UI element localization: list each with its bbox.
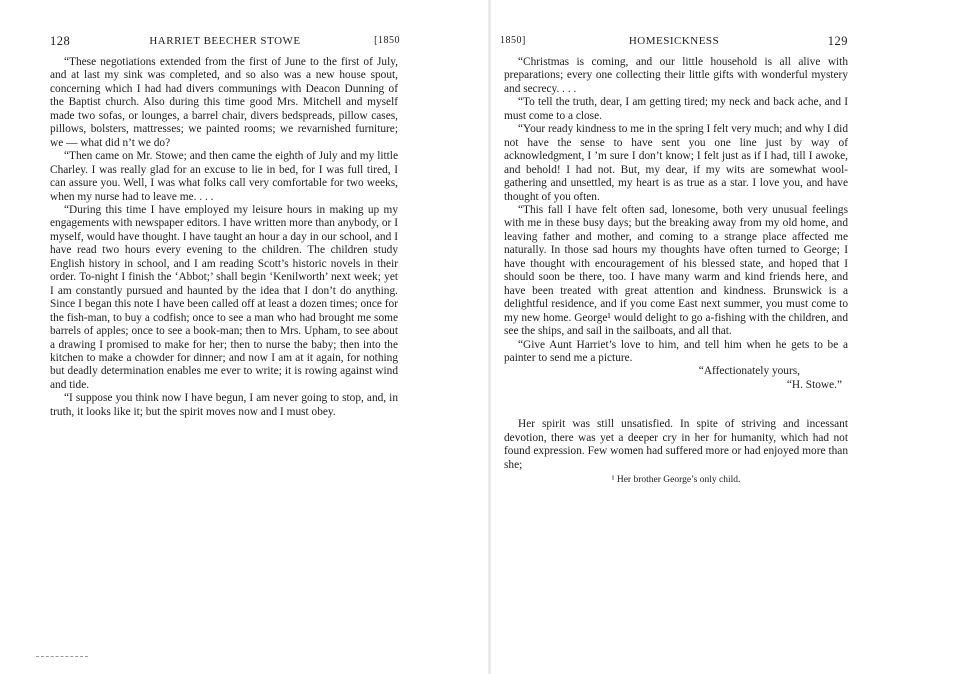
- right-paragraph-2: “To tell the truth, dear, I am getting tired; my neck and back ache, and I must come to a close.: [504, 96, 848, 122]
- right-running-head-title: HOMESICKNESS: [628, 35, 720, 47]
- left-page-body: [50, 56, 398, 419]
- scan-artifact-line: [36, 656, 88, 658]
- letter-closing: “Affectionately yours,: [698, 365, 800, 378]
- right-year-marker: 1850]: [500, 35, 526, 46]
- right-page-body: [504, 56, 848, 488]
- right-paragraph-5: “Give Aunt Harriet’s love to him, and tell him when he gets to be a painter to send me a picture.: [504, 338, 848, 364]
- left-year-marker: [1850: [374, 35, 400, 46]
- right-paragraph-4: “This fall I have felt often sad, lonesome, both very unusual feelings with me in these busy days; but the breaking away from my old home, and leaving father and mother, and coming to a strange place affected me naturally. In those sad hours my thoughts have often turned to George; I have thought with encouragement of his blessed state, and hoped that I should soon be there, too. I have many warm and kind friends here, and have been treated with great attention and kindness. Brunswick is a delightful residence, and if you come East next summer, you must come to my new home. George¹ would delight to go a-fishing with the children, and see the ships, and sail in the sailboats, and all that.: [504, 203, 848, 338]
- right-paragraph-3: “Your ready kindness to me in the spring I felt very much; and why I did not have the sense to have sent you one line just by way of acknowledgment, I ’m sure I don’t know; I felt just as if I had, till I awoke, and behold! I had not. But, my dear, if my wits are somewhat wool-gathering and unsettled, my heart is as true as a star. I love you, and have thought of you often.: [504, 123, 848, 203]
- left-running-head-title: HARRIET BEECHER STOWE: [149, 35, 301, 47]
- right-page-number: 129: [827, 34, 848, 48]
- left-paragraph-2: “Then came on Mr. Stowe; and then came the eighth of July and my little Charley. I was really glad for an excuse to lie in bed, for I was full tired, I can assure you. Well, I was what folks call very comfortable for two weeks, when my nurse had to leave me. . . .: [50, 150, 398, 203]
- continuation-paragraph: Her spirit was still unsatisfied. In spite of striving and incessant devotion, there was yet a deeper cry in her for humanity, which had not found expression. Few women had suffered more or had enjoyed more than she;: [504, 418, 848, 471]
- left-running-header: [50, 34, 400, 50]
- section-spacer: [504, 392, 848, 418]
- letter-signature: “H. Stowe.”: [786, 378, 842, 391]
- right-paragraph-1: “Christmas is coming, and our little household is all alive with preparations; every one collecting their little gifts with wonderful mystery and secrecy. . . .: [504, 56, 848, 95]
- right-page: [490, 0, 980, 674]
- right-running-header: [500, 34, 848, 50]
- left-paragraph-4: “I suppose you think now I have begun, I am never going to stop, and, in truth, it looks like it; but the spirit moves now and I must obey.: [50, 392, 398, 418]
- left-paragraph-3: “During this time I have employed my leisure hours in making up my engagements with newspaper editors. I have written more than anybody, or I myself, would have thought. I have taught an hour a day in our school, and I have read two hours every evening to the children. The children study English history in school, and I am reading Scott’s historic novels in their order. To-night I finish the ‘Abbot;’ shall begin ‘Kenilworth’ next week; yet I am constantly pursued and haunted by the idea that I don’t do anything. Since I began this note I have been called off at least a dozen times; once for the fish-man, to buy a codfish; once to see a man who had brought me some barrels of apples; once to see a book-man; then to Mrs. Upham, to see about a drawing I promised to make for her; then to nurse the baby; then into the kitchen to make a chowder for dinner; and now I am at it again, for nothing but deadly determination enables me ever to write; it is rowing against wind and tide.: [50, 203, 398, 391]
- left-paragraph-1: “These negotiations extended from the first of June to the first of July, and at last my sink was completed, and so also was a new house spout, concerning which I had had divers communings with Deacon Dunning of the Baptist church. Also during this time good Mrs. Mitchell and myself made two sofas, or lounges, a barrel chair, divers bedspreads, pillow cases, pillows, bolsters, mattresses; we painted rooms; we revarnished furniture; we — what did n’t we do?: [50, 56, 398, 149]
- footnote: ¹ Her brother George’s only child.: [611, 475, 741, 486]
- left-page-number: 128: [50, 34, 71, 48]
